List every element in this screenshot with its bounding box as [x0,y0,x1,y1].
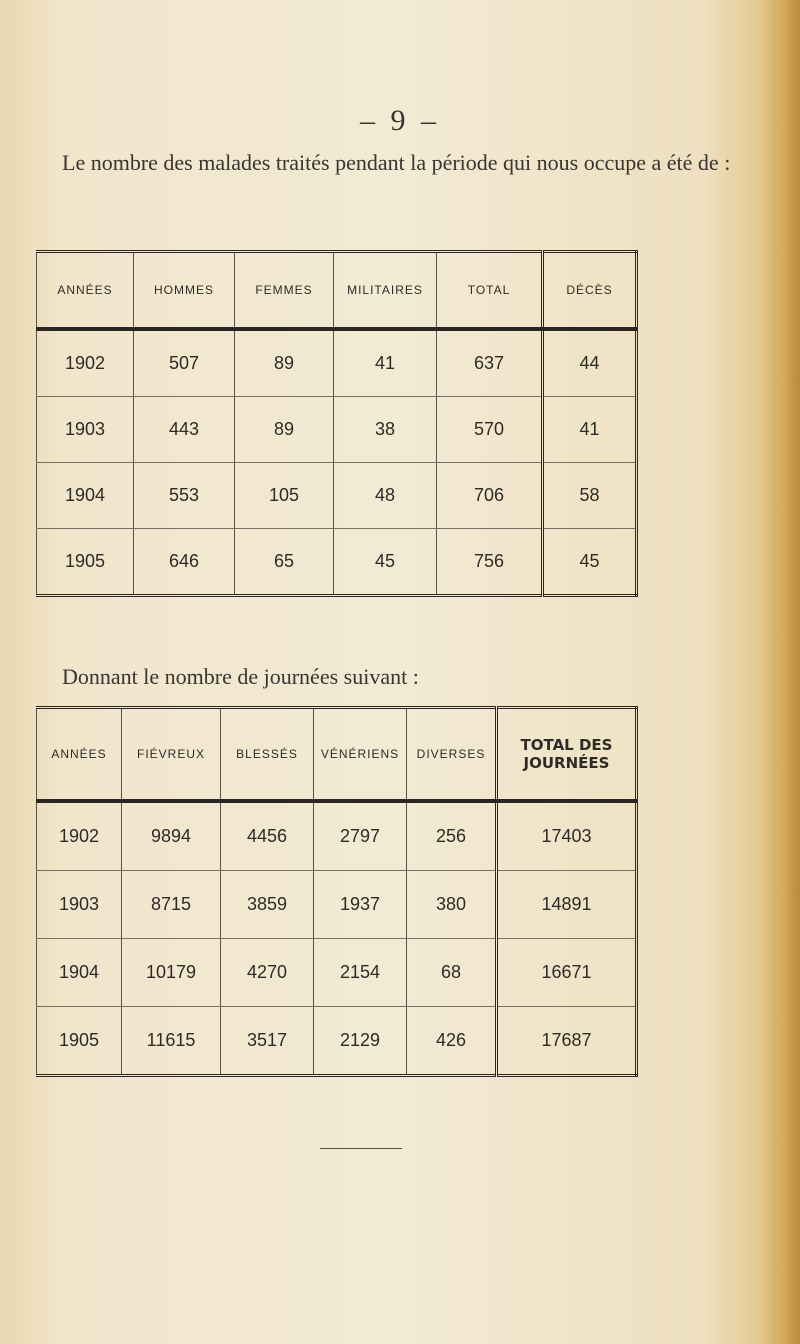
column-header-militaires: MILITAIRES [334,252,437,330]
cell: 1902 [37,801,122,871]
cell: 3517 [221,1007,314,1076]
table-header-row [37,252,637,330]
cell: 41 [334,329,437,397]
page-number: – 9 – [360,104,440,137]
cell: 507 [134,329,235,397]
cell: 38 [334,397,437,463]
table-row [37,939,637,1007]
table-row [37,801,637,871]
cell: 1903 [37,397,134,463]
table-header-row [37,708,637,802]
cell: 1904 [37,939,122,1007]
table-row [37,1007,637,1076]
column-header-annees: ANNÉES [37,708,122,802]
column-header-fievreux: FIÉVREUX [122,708,221,802]
table-row [37,397,637,463]
column-header-veneriens: VÉNÉRIENS [314,708,407,802]
cell: 3859 [221,871,314,939]
cell: 68 [407,939,497,1007]
cell: 1905 [37,529,134,596]
cell: 17687 [497,1007,637,1076]
cell: 570 [437,397,543,463]
cell: 443 [134,397,235,463]
cell: 756 [437,529,543,596]
cell: 637 [437,329,543,397]
cell: 58 [543,463,637,529]
column-header-total: TOTAL [437,252,543,330]
cell: 256 [407,801,497,871]
days-table [36,706,638,1077]
cell: 10179 [122,939,221,1007]
cell: 16671 [497,939,637,1007]
cell: 426 [407,1007,497,1076]
table-row [37,871,637,939]
cell: 44 [543,329,637,397]
cell: 105 [235,463,334,529]
column-header-deces: DÉCÈS [543,252,637,330]
table-row [37,529,637,596]
cell: 1902 [37,329,134,397]
patients-table [36,250,638,597]
column-header-total-journees: TOTAL DES JOURNÉES [497,708,637,802]
cell: 2129 [314,1007,407,1076]
cell: 1937 [314,871,407,939]
cell: 1903 [37,871,122,939]
cell: 89 [235,397,334,463]
closing-rule [320,1148,402,1149]
cell: 2797 [314,801,407,871]
column-header-diverses: DIVERSES [407,708,497,802]
cell: 48 [334,463,437,529]
cell: 17403 [497,801,637,871]
cell: 2154 [314,939,407,1007]
cell: 553 [134,463,235,529]
column-header-femmes: FEMMES [235,252,334,330]
cell: 1905 [37,1007,122,1076]
cell: 706 [437,463,543,529]
cell: 41 [543,397,637,463]
intro-paragraph: Le nombre des malades traités pendant la période qui nous occupe a été de : [62,150,731,175]
column-header-blesses: BLESSÉS [221,708,314,802]
column-header-annees: ANNÉES [37,252,134,330]
second-paragraph: Donnant le nombre de journées suivant : [62,664,419,689]
cell: 8715 [122,871,221,939]
cell: 4270 [221,939,314,1007]
cell: 646 [134,529,235,596]
table-row [37,329,637,397]
cell: 380 [407,871,497,939]
cell: 45 [543,529,637,596]
cell: 1904 [37,463,134,529]
cell: 89 [235,329,334,397]
column-header-hommes: HOMMES [134,252,235,330]
cell: 4456 [221,801,314,871]
cell: 11615 [122,1007,221,1076]
cell: 65 [235,529,334,596]
cell: 14891 [497,871,637,939]
cell: 45 [334,529,437,596]
cell: 9894 [122,801,221,871]
table-row [37,463,637,529]
